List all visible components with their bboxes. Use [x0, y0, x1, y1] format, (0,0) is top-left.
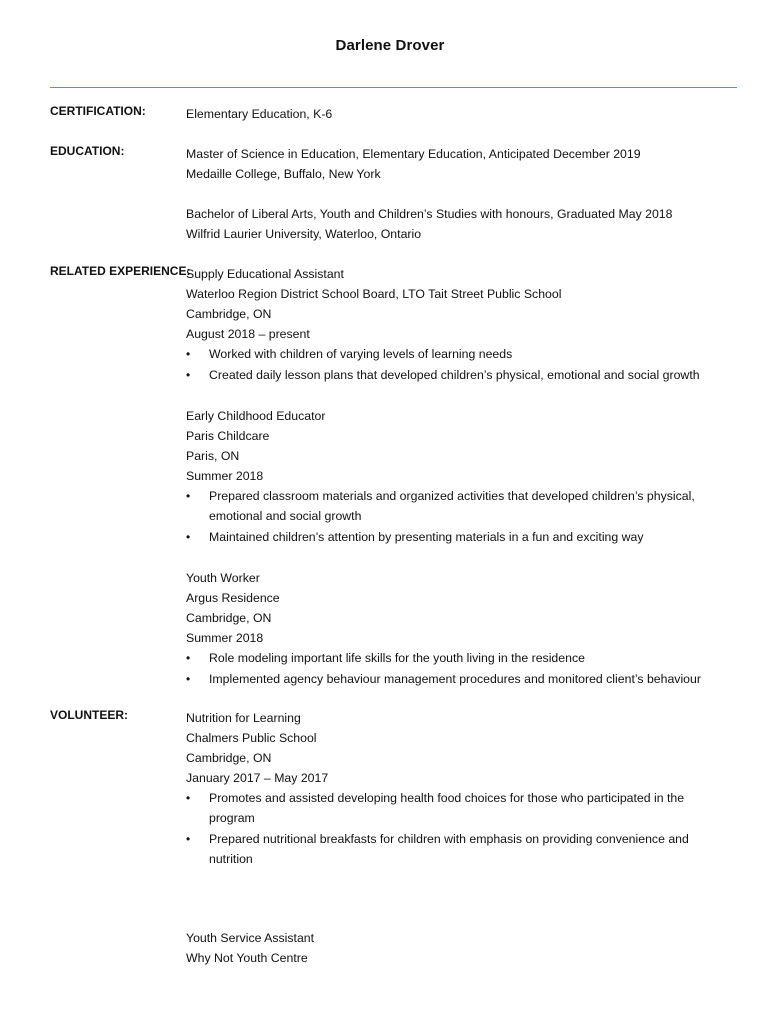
spacer [186, 548, 746, 568]
related-experience-label: RELATED EXPERIENCE: [50, 264, 191, 278]
job-title: Supply Educational Assistant [186, 267, 344, 281]
bullet-icon: • [186, 368, 191, 382]
volunteer-organization: Why Not Youth Centre [186, 951, 308, 965]
bullet-icon: • [186, 672, 191, 686]
bullet-text: Maintained children’s attention by presenting materials in a fun and exciting way [209, 530, 644, 544]
bullet-icon: • [186, 651, 191, 665]
job-entry [186, 264, 746, 385]
volunteer-entry [186, 928, 746, 968]
bullet-item [186, 788, 729, 828]
bullet-text: Created daily lesson plans that developed children’s physical, emotional and social growth [209, 368, 700, 382]
bullet-item [186, 669, 729, 689]
bullet-item [186, 648, 729, 668]
bullet-icon: • [186, 489, 191, 503]
bullet-text: Prepared classroom materials and organized activities that developed children’s physical, emotional and social growth [209, 489, 695, 523]
education-section [186, 144, 746, 244]
volunteer-title: Nutrition for Learning [186, 711, 301, 725]
job-bullets [186, 486, 746, 547]
job-title: Youth Worker [186, 571, 260, 585]
job-dates: August 2018 – present [186, 327, 310, 341]
job-entry [186, 406, 746, 547]
education-label: EDUCATION: [50, 144, 125, 158]
bullet-text: Role modeling important life skills for the youth living in the residence [209, 651, 585, 665]
certification-value: Elementary Education, K-6 [186, 107, 333, 121]
volunteer-bullets [186, 788, 746, 869]
bullet-icon: • [186, 530, 191, 544]
job-location: Cambridge, ON [186, 307, 272, 321]
volunteer-location: Cambridge, ON [186, 751, 272, 765]
spacer [186, 386, 746, 406]
certification-label: CERTIFICATION: [50, 104, 146, 118]
job-location: Paris, ON [186, 449, 240, 463]
bullet-item [186, 527, 729, 547]
volunteer-section [186, 708, 746, 870]
bullet-icon: • [186, 832, 191, 846]
resume-name: Darlene Drover [335, 37, 445, 54]
volunteer-title: Youth Service Assistant [186, 931, 315, 945]
certification-section [186, 104, 746, 124]
job-location: Cambridge, ON [186, 611, 272, 625]
spacer [186, 184, 746, 204]
bullet-text: Prepared nutritional breakfasts for children with emphasis on providing convenience and nutrition [209, 832, 689, 866]
volunteer-dates: January 2017 – May 2017 [186, 771, 329, 785]
bullet-item [186, 486, 729, 526]
bullet-item [186, 365, 729, 385]
bullet-text: Implemented agency behaviour management procedures and monitored client’s behaviour [209, 672, 701, 686]
job-dates: Summer 2018 [186, 469, 264, 483]
bullet-icon: • [186, 791, 191, 805]
job-bullets [186, 648, 746, 689]
job-employer: Argus Residence [186, 591, 280, 605]
volunteer-section-continued [186, 928, 746, 968]
education-school: Medaille College, Buffalo, New York [186, 167, 381, 181]
job-bullets [186, 344, 746, 385]
volunteer-label: VOLUNTEER: [50, 708, 128, 722]
bullet-text: Worked with children of varying levels of learning needs [209, 347, 513, 361]
job-entry [186, 568, 746, 689]
bullet-item [186, 829, 729, 869]
education-degree: Master of Science in Education, Elementary Education, Anticipated December 2019 [186, 147, 641, 161]
education-school: Wilfrid Laurier University, Waterloo, Ontario [186, 227, 422, 241]
job-employer: Paris Childcare [186, 429, 270, 443]
bullet-text: Promotes and assisted developing health food choices for those who participated in the program [209, 791, 685, 825]
related-experience-section [186, 264, 746, 690]
education-degree: Bachelor of Liberal Arts, Youth and Children’s Studies with honours, Graduated May 2018 [186, 207, 673, 221]
header-divider [50, 87, 737, 88]
job-dates: Summer 2018 [186, 631, 264, 645]
job-title: Early Childhood Educator [186, 409, 326, 423]
volunteer-entry [186, 708, 746, 869]
bullet-item [186, 344, 729, 364]
bullet-icon: • [186, 347, 191, 361]
job-employer: Waterloo Region District School Board, LTO Tait Street Public School [186, 287, 562, 301]
volunteer-organization: Chalmers Public School [186, 731, 317, 745]
